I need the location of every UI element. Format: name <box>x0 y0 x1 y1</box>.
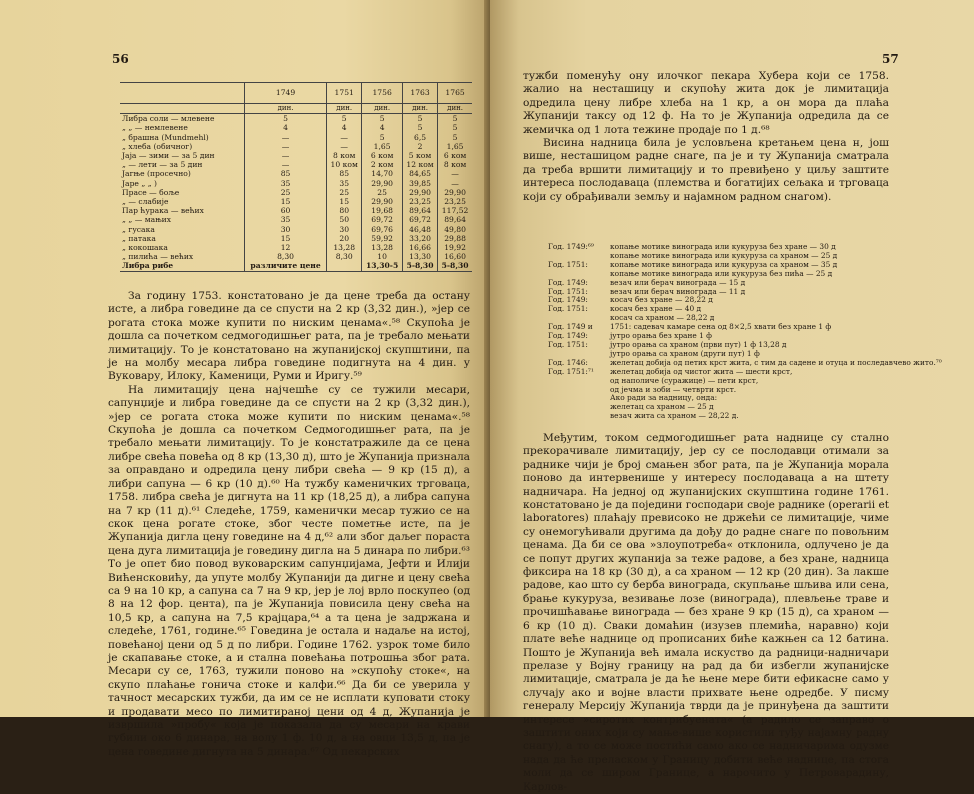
price-cell: 13,28 <box>362 243 403 252</box>
row-label: „ патака <box>122 233 156 243</box>
units-row-label <box>120 104 245 114</box>
price-cell <box>327 261 362 271</box>
price-cell: 15 <box>327 197 362 206</box>
wage-year <box>548 412 610 421</box>
wage-description: копање мотике винограда или кукуруза са храном — 25 д <box>610 250 838 260</box>
price-cell: 5 ком <box>402 151 437 160</box>
price-cell: 5 <box>438 114 472 124</box>
price-cell: 117,52 <box>438 206 472 215</box>
row-label: „ — слабије <box>122 197 169 207</box>
price-cell: 50 <box>327 215 362 224</box>
table-row <box>120 142 472 151</box>
wage-year: Год. 1751: <box>548 259 588 269</box>
price-cell: 29,90 <box>362 179 403 188</box>
left-body-text <box>108 290 470 759</box>
wage-row <box>548 296 928 305</box>
page-number-right: 57 <box>882 52 899 66</box>
wage-row <box>548 305 928 314</box>
wage-year <box>548 403 610 412</box>
price-cell: 8,30 <box>245 252 327 261</box>
price-cell: 6,5 <box>402 133 437 142</box>
price-cell: — <box>438 169 472 178</box>
wage-description: јутро орања са храном (први пут) 1 ф 13,28 д <box>610 339 787 349</box>
price-cell: 80 <box>327 206 362 215</box>
price-cell: 16,60 <box>438 252 472 261</box>
row-label: Јаре „ „ ) <box>122 178 157 188</box>
right-page <box>490 0 974 793</box>
right-body-top <box>523 70 889 204</box>
table-row <box>120 234 472 243</box>
table-row <box>120 252 472 261</box>
table-row <box>120 261 472 271</box>
row-label: „ пилића — већих <box>122 252 194 262</box>
wage-year: Год. 1751: <box>548 304 588 314</box>
paragraph: За годину 1753. констатовано је да цене треба да остану исте, а либра говедине да се спусти на 2 кр (3,32 дин.), »јер се рогата стока може купити по ниским ценама«.⁵⁸ Скупоћа је дошла са почетком седмогодишњег рата, па је требало мењати лимитацију. То је констатовано на жупанијској скупштини, па је на молбу месара либра говедине подигнута на 4 дин. у Вуковару, Илоку, Каменици, Руми и Иригу.⁵⁹ <box>108 290 470 383</box>
year-header: 1765 <box>438 83 472 104</box>
wage-description: од наполиче (суражице) — пети крст, <box>610 375 759 385</box>
table-row <box>120 188 472 197</box>
wage-row <box>548 386 928 395</box>
wage-row <box>548 394 928 403</box>
price-cell: 5-8,30 <box>402 261 437 271</box>
wage-year: Год. 1749: <box>548 295 588 305</box>
table-row <box>120 114 472 124</box>
price-cell: 5-8,30 <box>438 261 472 271</box>
price-cell: 25 <box>245 188 327 197</box>
page-number-left: 56 <box>112 52 129 66</box>
price-table-body <box>120 104 472 272</box>
price-cell: — <box>245 160 327 169</box>
price-cell: 19,92 <box>438 243 472 252</box>
wage-description: косач без хране — 28,22 д <box>610 295 713 305</box>
price-cell: 5 <box>402 114 437 124</box>
wage-description: везач или берач винограда — 11 д <box>610 286 746 296</box>
wage-year: Год. 1751:⁷¹ <box>548 366 594 376</box>
price-cell: 23,25 <box>438 197 472 206</box>
unit-cell: дин. <box>362 104 403 114</box>
wage-description: копање мотике винограда или кукуруза са храном — 35 д <box>610 259 838 269</box>
price-cell: 5 <box>438 133 472 142</box>
price-cell: 39,85 <box>402 179 437 188</box>
table-row <box>120 160 472 169</box>
wage-row <box>548 412 928 421</box>
price-cell: 5 <box>402 123 437 132</box>
paragraph: На лимитацију цена најчешће су се тужили месари, сапунџије и либра говедине да се спусти на 2 кр (3,32 дин.), »јер се рогата стока може купити по ниским ценама«.⁵⁸ Скупоћа је дошла са почетком Седмогодишњег рата, па је требало мењати лимитацију. То је констатражиле да се цена либре свећа повећа од 8 кр (13,30 д), што је Жупанија признала за оправдано и одредила цену либри свећа — 9 кр (15 д), а либри сапуна — 6 кр (10 д).⁶⁰ На тужбу каменичких трговаца, 1758. либра свећа је дигнута на 11 кр (18,25 д), а либра сапуна на 7 кр (11 д).⁶¹ Следеће, 1759, каменички месар тужио се на скок цена рогате стоке, због честе пометње исте, па је Жупанија дигла цену говедине на 4 д,⁶² али због даљег пораста цена дуга лимитација је говедину дигла на 5 динара по либри.⁶³ То је опет био повод вуковарским сапунџијама, Јефти и Илији Вићенсковићу, да упуте молбу Жупанији да дигне и цену свећа са 9 на 10 кр, а сапуна са 7 на 9 кр, јер је лој врло поскупео (од 8 на 12 фор. цента), па је Жупанија повисила цену свећа на 10,5 кр, а сапуна на 7,5 крајцара,⁶⁴ а та цена је задржана и следеће, 1761, године.⁶⁵ Говедина је остала и надаље на истој, повећаној цени од 5 д по либри. Године 1762. узрок томе било је скапавање стоке, а и стална повећања потрошња због рата. Месари су се, 1763, тужили поново на »скупоћу стоке«, на скупо плаћање гонича стоке и калфи.⁶⁶ Да би се уверила у тачност месарских тужби, да им се не исплати куповати стоку и продавати месо по лимитираној цени од 4 д, Жупанија је извршила »пробу« која је показала да су месари на крави губили око 6 динара, на волу 1 ф. 10 д, а на овци 13,5 д, па је цена говедине дигнута на 5 динара.⁶⁷ Од пекарских <box>108 383 470 758</box>
price-cell: 12 ком <box>402 160 437 169</box>
table-row <box>120 179 472 188</box>
price-cell: 12 <box>245 243 327 252</box>
row-label: Јаја — зими — за 5 дин <box>122 151 215 161</box>
row-label: Јагње (просечно) <box>122 169 191 179</box>
table-row <box>120 197 472 206</box>
right-body-bottom <box>523 432 889 794</box>
table-row <box>120 151 472 160</box>
price-cell: 89,64 <box>438 215 472 224</box>
price-cell: 15 <box>245 234 327 243</box>
price-cell: 14,70 <box>362 169 403 178</box>
wage-description: желетац добија од чистог жита — шести крст, <box>610 366 793 376</box>
price-cell: 2 ком <box>362 160 403 169</box>
unit-cell: дин. <box>438 104 472 114</box>
table-row <box>120 243 472 252</box>
price-cell: 16,66 <box>402 243 437 252</box>
price-cell: 69,72 <box>362 215 403 224</box>
wage-row <box>548 323 928 332</box>
wage-description: желетац добија од петих крст жита, с тим да саденe и отуца и последавчево жито.⁷⁰ <box>610 357 942 367</box>
price-cell: 85 <box>327 169 362 178</box>
wage-description: копање мотике винограда или кукуруза без пића — 25 д <box>610 268 833 278</box>
price-cell: 13,28 <box>327 243 362 252</box>
row-label: „ брашна (Mundmehl) <box>122 132 209 142</box>
table-row <box>120 225 472 234</box>
wage-year: Год. 1751: <box>548 286 588 296</box>
wage-year: Год. 1749 и <box>548 322 593 332</box>
price-cell: 1,65 <box>362 142 403 151</box>
price-cell: 20 <box>327 234 362 243</box>
wage-description: Ако ради за надницу, онда: <box>610 393 718 403</box>
price-cell: — <box>245 151 327 160</box>
price-cell: 60 <box>245 206 327 215</box>
price-cell: 69,72 <box>402 215 437 224</box>
wage-year: Год. 1746: <box>548 357 588 367</box>
year-header: 1756 <box>362 83 403 104</box>
wage-description: везач или берач винограда — 15 д <box>610 277 746 287</box>
wage-year <box>548 386 610 395</box>
price-cell: 35 <box>245 179 327 188</box>
wage-description: желетац са храном — 25 д <box>610 402 714 412</box>
price-cell: 25 <box>327 188 362 197</box>
row-label: Либра соли — млевене <box>122 114 215 124</box>
wage-description: јутро орања без хране 1 ф <box>610 331 712 341</box>
year-header: 1751 <box>327 83 362 104</box>
price-cell: 6 ком <box>362 151 403 160</box>
price-cell: 59,92 <box>362 234 403 243</box>
price-cell: 85 <box>245 169 327 178</box>
wage-description: везач жита са храном — 28,22 д. <box>610 411 739 421</box>
wage-year <box>548 377 610 386</box>
price-cell: — <box>327 133 362 142</box>
price-cell: 10 ком <box>327 160 362 169</box>
wage-description: косач са храном — 28,22 д <box>610 313 715 323</box>
price-cell: — <box>245 142 327 151</box>
price-cell: 84,65 <box>402 169 437 178</box>
row-label: Либра рибе <box>120 261 245 271</box>
wage-year: Год. 1749: <box>548 277 588 287</box>
table-row <box>120 206 472 215</box>
price-cell: 13,30-5 <box>362 261 403 271</box>
price-cell: 8 ком <box>327 151 362 160</box>
price-table-corner <box>120 83 245 104</box>
row-label: „ — лети — за 5 дин <box>122 160 203 170</box>
price-cell: 8 ком <box>438 160 472 169</box>
paragraph: Међутим, током седмогодишњег рата наднице су стално прекорачивале лимитацију, јер су се послодавци отимали за раднике чији је број смањен због рата, па је Жупанија морала поново да интервенише у интересу послодаваца а на штету надничара. На једној од жупанијских скупштина године 1761. констатовано је да поједини господари своје раднике (operarii et laboratores) плаћају превисоко не држећи се лимитације, чиме су онемогућивали другима да дођу до радне снаге по повољним ценама. Да би се ова »злоупотреба« отклонила, одлучено је да се попут других жупанија за теже радове, а без хране, надница фиксира на 18 кр (30 д), а са храном — 12 кр (20 дин). За лакше радове, као што су берба винограда, скупљање шљива или сена, брање кукуруза, везивање лозе (винограда), плевљење траве и прочишћавање винограда — без хране 9 кр (15 д), са храном — 6 кр (10 д). Свaки домаћин (изузев племића, наравно) који платe веће наднице од прописаних биће кажњен са 12 батина. Пошто је Жупанија већ имала искуство да радници-надничари прелазе у Војну границу на рад да би избегли жупанијске лимитације, сматрала је да ће њене мере бити ефикасне само у случају ако и војне власти прихвате њене одредбе. У писму генералу Мерсију Жупанија тврди да је принуђена да заштити интересе »сиротих контрибуената« (а радило се заправо о заштити оних који су мање-више користили туђу најамну радну снагу), а то се може постићи само ако се надничарима одузме нада да ће преласком у Границу добити веће наднице, па стога моли да се широм Границе, а нарочито у Петроварадину, Карлов- <box>523 432 889 793</box>
wage-row <box>548 288 928 297</box>
row-label: „ хлеба (обичног) <box>122 141 193 151</box>
paragraph: тужби поменућу ону илочког пекара Хубера који се 1758. жалио на несташицу и скупоћу жита док је лимитација одредила цену либре хлеба на 1 кр, а он мора да плаћа Жупанији таксу од 12 ф. На то је Жупанија одредила да се жемичка од 1 лота тежине продаје по 1 д.⁶⁸ <box>523 70 889 136</box>
price-cell: 5 <box>327 114 362 124</box>
wage-description: јутро орања са храном (други пут) 1 ф <box>610 348 760 358</box>
price-cell: 4 <box>362 123 403 132</box>
price-table-header <box>120 83 472 104</box>
price-cell: 2 <box>402 142 437 151</box>
row-label: „ „ — немлевене <box>122 123 188 133</box>
row-label: „ „ — мањих <box>122 215 172 225</box>
price-cell: 49,80 <box>438 225 472 234</box>
table-row <box>120 123 472 132</box>
wage-description: косач без хране — 40 д <box>610 304 702 314</box>
price-cell: 10 <box>362 252 403 261</box>
wage-description: 1751: садевач камаре сена од 8×2,5 хвати без хране 1 ф <box>610 322 832 332</box>
unit-cell: дин. <box>402 104 437 114</box>
row-label: Прасе — боље <box>122 187 180 197</box>
wage-year: Год. 1751: <box>548 339 588 349</box>
row-label: „ гусака <box>122 224 155 234</box>
wage-year <box>548 394 610 403</box>
price-cell: 30 <box>245 225 327 234</box>
price-cell: 19,68 <box>362 206 403 215</box>
row-label: „ кокошака <box>122 243 168 253</box>
year-header: 1749 <box>245 83 327 104</box>
price-cell: 23,25 <box>402 197 437 206</box>
wage-row <box>548 377 928 386</box>
unit-cell: дин. <box>245 104 327 114</box>
price-cell: — <box>438 179 472 188</box>
price-cell: 29,90 <box>438 188 472 197</box>
table-row <box>120 133 472 142</box>
paragraph: Висина надница била је условљена кретањем цена н, још више, несташицом радне снаге, па је и ту Жупанија сматрала да треба вршити лимитацију и то превиђено у циљу заштите интереса послодаваца (племства и богатијих сељака и трговаца који су обрађивали земљу и најамном радном снагом). <box>523 137 889 203</box>
wage-description: копање мотике винограда или кукуруза без хране — 30 д <box>610 242 836 251</box>
units-row <box>120 104 472 114</box>
wage-description: од јечма и зоби — четврти крст. <box>610 384 737 394</box>
price-cell: 29,90 <box>362 197 403 206</box>
price-cell: 5 <box>362 114 403 124</box>
row-label: Пар ћурака — већих <box>122 206 204 216</box>
price-cell: 35 <box>245 215 327 224</box>
price-cell: 30 <box>327 225 362 234</box>
price-cell: 6 ком <box>438 151 472 160</box>
price-table <box>120 82 472 272</box>
year-header: 1763 <box>402 83 437 104</box>
wage-list <box>548 242 942 421</box>
wage-year: Год. 1749:⁶⁹ <box>548 242 594 251</box>
left-page <box>0 0 490 758</box>
price-cell: 46,48 <box>402 225 437 234</box>
price-cell: различите цене <box>245 261 327 271</box>
price-cell: 4 <box>327 123 362 132</box>
price-cell: — <box>327 142 362 151</box>
table-row <box>120 215 472 224</box>
price-cell: 29,90 <box>402 188 437 197</box>
price-cell: 69,76 <box>362 225 403 234</box>
price-cell: 4 <box>245 123 327 132</box>
price-cell: 89,64 <box>402 206 437 215</box>
price-cell: 5 <box>438 123 472 132</box>
price-cell: 33,20 <box>402 234 437 243</box>
price-cell: 5 <box>362 133 403 142</box>
price-cell: 29,88 <box>438 234 472 243</box>
price-cell: 5 <box>245 114 327 124</box>
wage-year: Год. 1749: <box>548 331 588 341</box>
unit-cell: дин. <box>327 104 362 114</box>
price-cell: 1,65 <box>438 142 472 151</box>
price-cell: — <box>245 133 327 142</box>
price-cell: 8,30 <box>327 252 362 261</box>
price-cell: 25 <box>362 188 403 197</box>
price-cell: 35 <box>327 179 362 188</box>
price-cell: 15 <box>245 197 327 206</box>
table-row <box>120 169 472 178</box>
price-cell: 13,30 <box>402 252 437 261</box>
